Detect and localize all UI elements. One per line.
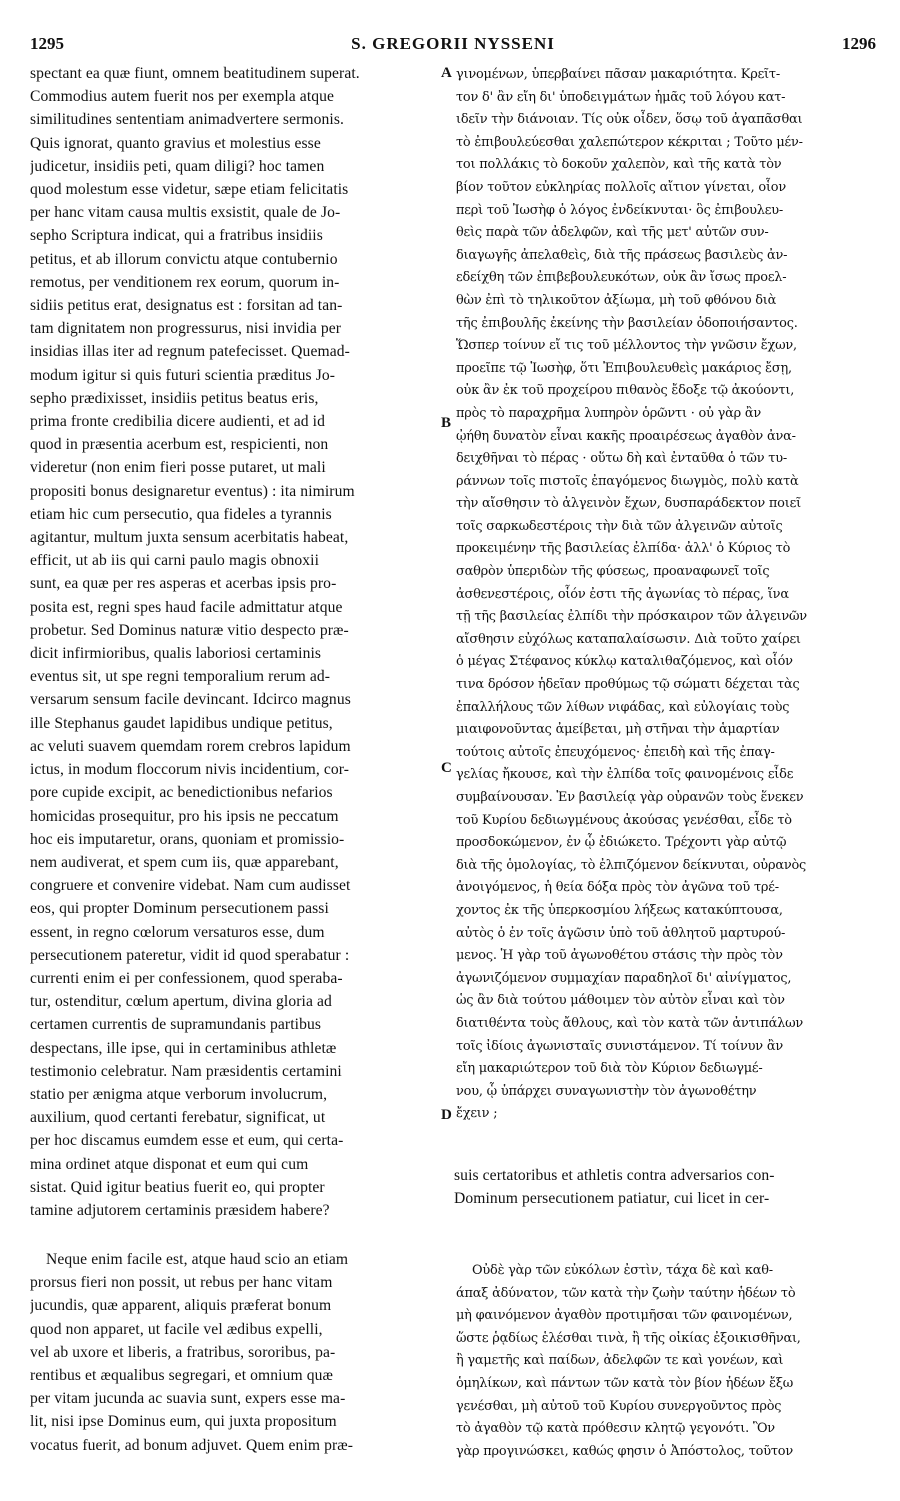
page-number-right: 1296: [842, 34, 876, 53]
text-line: despectans, ille ipse, qui in certaminibus athletæ: [30, 1039, 337, 1057]
text-line: Quis ignorat, quanto gravius et molestius esse: [30, 134, 321, 152]
text-line: Commodius autem fuerit nos per exempla atque: [30, 88, 335, 106]
text-line: σαθρὸν ὑπεριδὼν τῆς φύσεως, προαναφωνεῖ τοῖς: [456, 564, 770, 580]
text-line: modum igitur si quis futuri scientia præditus Jo-: [30, 366, 336, 384]
text-line: Dominum persecutionem patiatur, cui licet in cer-: [454, 1190, 770, 1208]
text-line: efficit, ut ab iis qui carni paulo magis obnoxii: [30, 552, 320, 570]
text-line: insidias illas iter ad regnum patefecisset. Quemad-: [30, 343, 350, 361]
text-line: τινα δρόσον ἡδεῖαν προθύμως τῷ σώματι δέχεται τὰς: [456, 677, 800, 693]
text-line: spectant ea quæ fiunt, omnem beatitudinem superat.: [30, 65, 360, 82]
text-line: ictus, in modum floccorum nivis incidentium, cor-: [30, 761, 350, 779]
text-line: ᾠήθη δυνατὸν εἶναι κακῆς προαιρέσεως ἀγαθὸν ἀνα-: [456, 428, 796, 444]
text-line: χοντος ἐκ τῆς ὑπερκοσμίου λήξεως κατακύπτουσα,: [456, 902, 783, 918]
text-line: petitus, et ab illorum convictu atque contubernio: [30, 250, 338, 268]
running-title: S. GREGORII NYSSENI: [351, 34, 555, 53]
text-line: agitantur, multum juxta sensum acerbitatis habeat,: [30, 529, 349, 547]
text-line: θεὶς παρὰ τῶν ἀδελφῶν, καὶ τῆς μετ' αὐτῶν συν-: [456, 225, 769, 241]
text-line: videretur (non enim fieri posse putaret, ut mali: [30, 459, 326, 477]
text-line: remotus, per venditionem rex eorum, quorum in-: [30, 273, 340, 291]
text-line: congruere et convenire videbat. Nam cum audisset: [30, 877, 351, 895]
text-line: probetur. Sed Dominus naturæ vitio despecto præ-: [30, 621, 349, 639]
text-line: τὴν αἴσθησιν τὸ ἀλγεινὸν ἔχων, δυσπαράδεκτον ποιεῖ: [456, 496, 801, 512]
text-line: ἀγωνιζόμενον συμμαχίαν παραδηλοῖ δι' αἰνίγματος,: [456, 970, 792, 986]
margin-letter-c: C: [441, 760, 452, 776]
text-line: συμβαίνουσαν. Ἐν βασιλείᾳ γὰρ οὐρανῶν τοὺς ἕνεκεν: [456, 790, 804, 805]
text-line: νου, ᾧ ὑπάρχει συναγωνιστὴν τὸν ἀγωνοθέτην: [456, 1083, 757, 1099]
text-line: per hanc vitam causa multis exsistit, quale de Jo-: [30, 204, 341, 222]
text-line: τούτοις αὐτοῖς ἐπευχόμενος· ἐπειδὴ καὶ τῆς ἐπαγ-: [456, 744, 775, 760]
text-line: judicetur, insidiis peti, quam diligi? hoc tamen: [30, 157, 325, 175]
text-line: τοῖς σαρκωδεστέροις τὴν διὰ τῶν ἀλγεινῶν αὐτοῖς: [456, 518, 783, 534]
text-line: posita est, regni spes haud facile admittatur atque: [30, 598, 343, 616]
text-line: quod in præsentia acerbum est, respicienti, non: [30, 436, 329, 454]
text-line: rentibus et æqualibus segregari, et omnium quæ: [30, 1367, 333, 1385]
text-line: Neque enim facile est, atque haud scio an etiam: [46, 1251, 349, 1268]
text-line: prima fronte credibilia dicere audienti, et ad id: [30, 413, 325, 431]
text-line: eventus sit, ut spe regni temporalium rerum ad-: [30, 668, 331, 686]
text-line: prorsus fieri non possit, ut rebus per hanc vitam: [30, 1274, 333, 1292]
latin-continuation-right: [454, 1164, 878, 1218]
text-line: ἐπαλλήλους τῶν λίθων νιφάδας, καὶ εὐλογίαις τοὺς: [456, 699, 790, 715]
text-line: quod molestum esse videtur, sæpe etiam felicitatis: [30, 181, 349, 199]
text-line: homicidas prosequitur, pro his ipsis ne peccatum: [30, 807, 339, 825]
text-line: τῆς ἐπιβουλῆς ἐκείνης τὴν βασιλείαν ὁδοποιήσαντος.: [456, 315, 798, 331]
text-line: mina ordinet atque disponat et eum qui cum: [30, 1155, 309, 1173]
text-line: certamen currentis de supramundanis partibus: [30, 1016, 322, 1034]
text-line: essent, in regno cœlorum versaturos esse, dum: [30, 923, 325, 941]
text-line: per vitam jucunda ac suavia sunt, expers esse ma-: [30, 1390, 346, 1408]
margin-letter-b: B: [441, 415, 452, 431]
margin-letter-d: D: [441, 1107, 452, 1123]
text-line: ἀνοιγόμενος, ἡ θεία δόξα πρὸς τὸν ἀγῶνα τοῦ τρέ-: [456, 880, 779, 896]
text-line: ράννων τοῖς πιστοῖς ἐπαγόμενος διωγμὸς, πολὺ κατὰ: [456, 473, 799, 489]
text-line: διατιθέντα τοὺς ἄθλους, καὶ τὸν κατὰ τῶν ἀντιπάλων: [456, 1015, 804, 1031]
text-line: τοι πολλάκις τὸ δοκοῦν χαλεπὸν, καὶ τῆς κατὰ τὸν: [456, 157, 782, 173]
text-line: γινομένων, ὑπερβαίνει πᾶσαν μακαριότητα. Κρεῖτ-: [456, 67, 781, 82]
text-line: tamine adjutorem certaminis præsidem habere?: [30, 1201, 330, 1219]
text-line: pore cupide excipit, ac benedictionibus nefarios: [30, 784, 333, 802]
text-line: οὐκ ἂν ἐκ τοῦ προχείρου πιθανὸς ἔδοξε τῷ ἀκούοντι,: [456, 383, 795, 399]
text-line: sunt, ea quæ per res asperas et acerbas ipsis pro-: [30, 575, 337, 593]
text-line: θὼν ἐπὶ τὸ τηλικοῦτον ἀξίωμα, μὴ τοῦ φθόνου διὰ: [456, 292, 777, 308]
text-line: ὥστε ῥᾳδίως ἑλέσθαι τινὰ, ἢ τῆς οἰκίας ἐξοικισθῆναι,: [456, 1330, 801, 1346]
text-line: αἴσθησιν εὐχόλως καταπαλαίσωσιν. Διὰ τοῦτο χαίρει: [456, 631, 801, 647]
text-line: eos, qui propter Dominum persecutionem passi: [30, 900, 329, 918]
text-line: nem audiverat, et spem cum iis, quæ apparebant,: [30, 853, 339, 871]
text-line: quod non apparet, ut facile vel ædibus expelli,: [30, 1320, 323, 1338]
text-line: persecutionem pateretur, vidit id quod sperabatur :: [30, 946, 350, 964]
text-line: tam dignitatem non progressurus, nisi invidia per: [30, 320, 342, 338]
text-line: jucundis, quæ apparent, aliquis præferat bonum: [30, 1297, 332, 1315]
text-line: propositi bonus designaretur eventus) : ita nimirum: [30, 482, 355, 500]
text-line: sepho prædixisset, insidiis petitus beatus eris,: [30, 389, 319, 407]
text-line: μιαιφονοῦντας ἀμείβεται, μὴ στῆναι τὴν ἁμαρτίαν: [456, 722, 780, 738]
margin-letter-a: A: [441, 65, 452, 81]
latin-column-top: [30, 62, 448, 1234]
text-line: statio per ænigma atque verborum involucrum,: [30, 1085, 328, 1103]
text-line: hoc eis imputaretur, orans, quoniam et promissio-: [30, 830, 345, 848]
text-line: τοῖς ἰδίοις ἀγωνισταῖς συνιστάμενον. Τί τοίνυν ἂν: [456, 1038, 783, 1054]
text-line: τῇ τῆς βασιλείας ἐλπίδι τὴν πρόσκαιρον τῶν ἀλγεινῶν: [456, 609, 807, 625]
text-line: διὰ τῆς ὁμολογίας, τὸ ἐλπιζόμενον δείκνυται, οὐρανὸς: [456, 857, 807, 873]
text-line: προκειμένην τῆς βασιλείας ἐλπίδα· ἀλλ' ὁ Κύριος τὸ: [456, 541, 791, 557]
text-line: ac veluti suavem quemdam rorem crebros lapidum: [30, 737, 351, 755]
text-line: εδείχθη τῶν ἐπιβεβουλευκότων, οὐκ ἂν ἴσως προελ-: [456, 270, 787, 286]
text-line: τοῦ Κυρίου δεδιωγμένους ἀκούσας γενέσθαι, εἶδε τὸ: [456, 812, 792, 828]
text-line: testimonio celebratur. Nam præsidentis certamini: [30, 1062, 342, 1080]
text-line: versarum sensum facile devincant. Idcirco magnus: [30, 691, 351, 709]
greek-column-top: [456, 64, 876, 1134]
text-line: auxilium, quod certanti ferebatur, significat, ut: [30, 1109, 326, 1127]
text-line: τὸ ἀγαθὸν τῷ κατὰ πρόθεσιν κλητῷ γεγονότι. Ὃν: [456, 1421, 775, 1437]
latin-column-bottom: [30, 1248, 448, 1468]
text-line: ιδεῖν τὴν διάνοιαν. Τίς οὐκ οἶδεν, ὅσῳ τοῦ ἀγαπᾶσθαι: [456, 112, 803, 128]
text-line: ὁ μέγας Στέφανος κύκλῳ καταλιθαζόμενος, καὶ οἷόν: [456, 654, 793, 670]
text-line: διαγωγῆς ἀπελαθεὶς, διὰ τῆς πράσεως βασιλεὺς ἀν-: [456, 247, 788, 263]
text-line: etiam hic cum persecutio, qua fideles a tyrannis: [30, 505, 332, 523]
text-line: ille Stephanus gaudet lapidibus undique petitus,: [30, 714, 333, 732]
text-line: ἢ γαμετῆς καὶ παίδων, ἀδελφῶν τε καὶ γονέων, καὶ: [456, 1353, 784, 1369]
text-line: sidiis petitus erat, designatus est : forsitan ad tan-: [30, 297, 343, 315]
text-line: per hoc discamus eumdem esse et eum, qui certa-: [30, 1132, 344, 1150]
text-line: sistat. Quid igitur beatius fuerit eo, qui propter: [30, 1178, 325, 1196]
text-line: suis certatoribus et athletis contra adversarios con-: [454, 1167, 775, 1184]
text-line: περὶ τοῦ Ἰωσὴφ ὁ λόγος ἐνδείκνυται· ὃς ἐπιβουλευ-: [456, 202, 784, 218]
text-line: αὐτὸς ὁ ἐν τοῖς ἀγῶσιν ὑπὸ τοῦ ἀθλητοῦ μαρτυρού-: [456, 925, 786, 941]
text-line: γενέσθαι, μὴ αὐτοῦ τοῦ Κυρίου συνεργοῦντος πρὸς: [456, 1398, 782, 1414]
text-line: Οὐδὲ γὰρ τῶν εὐκόλων ἐστὶν, τάχα δὲ καὶ καθ-: [472, 1263, 773, 1278]
text-line: Ὥσπερ τοίνυν εἴ τις τοῦ μέλλοντος τὴν γνῶσιν ἔχων,: [456, 338, 797, 354]
text-line: ἔχειν ;: [456, 1106, 498, 1122]
text-line: δειχθῆναι τὸ πέρας · οὕτω δὴ καὶ ἐνταῦθα ὁ τῶν τυ-: [456, 451, 787, 467]
text-line: μὴ φαινόμενον ἀγαθὸν προτιμῆσαι τῶν φαινομένων,: [456, 1308, 793, 1324]
text-line: dicit infirmioribus, qualis laboriosi certaminis: [30, 645, 322, 663]
text-line: vel ab uxore et liberis, a fratribus, sororibus, pa-: [30, 1343, 336, 1361]
text-line: similitudines sententiam animadvertere sermonis.: [30, 111, 345, 129]
page-header: [30, 34, 876, 58]
text-line: μενος. Ἡ γὰρ τοῦ ἀγωνοθέτου στάσις τὴν πρὸς τὸν: [456, 948, 783, 964]
text-line: ὡς ἂν διὰ τούτου μάθοιμεν τὸν αὐτὸν εἶναι καὶ τὸν: [456, 993, 785, 1009]
text-line: lit, nisi ipse Dominus eum, qui juxta propositum: [30, 1413, 337, 1431]
page-number-left: 1295: [30, 34, 64, 53]
text-line: προεῖπε τῷ Ἰωσὴφ, ὅτι Ἐπιβουλευθεὶς μακάριος ἔσῃ,: [456, 360, 792, 376]
text-line: sepho Scriptura indicat, qui a fratribus insidiis: [30, 227, 323, 245]
text-line: εἴη μακαριώτερον τοῦ διὰ τὸν Κύριον δεδιωγμέ-: [456, 1061, 763, 1077]
text-line: άπαξ ἀδύνατον, τῶν κατὰ τὴν ζωὴν ταύτην ἡδέων τὸ: [456, 1285, 796, 1301]
text-line: ὁμηλίκων, καὶ πάντων τῶν κατὰ τὸν βίον ἡδέων ἔξω: [456, 1375, 794, 1391]
text-line: ἀσθενεστέροις, οἷόν ἐστι τῆς ἀγωνίας τὸ πέρας, ἵνα: [456, 586, 789, 602]
text-line: vocatus fuerit, ad bonum adjuvet. Quem enim præ-: [30, 1436, 354, 1454]
text-line: πρὸς τὸ παραχρῆμα λυπηρὸν ὁρῶντι · οὐ γὰρ ἂν: [456, 405, 762, 421]
text-line: τον δ' ἂν εἴη δι' ὑποδειγμάτων ἡμᾶς τοῦ λόγου κατ-: [456, 89, 786, 105]
text-line: βίον τοῦτον εὐκληρίας πολλοῖς αἴτιον γίνεται, οἷον: [456, 179, 786, 195]
text-line: προσδοκώμενον, ἐν ᾧ ἐδιώκετο. Τρέχοντι γὰρ αὐτῷ: [456, 835, 787, 851]
text-line: γὰρ προγινώσκει, καθώς φησιν ὁ Ἀπόστολος, τοῦτον: [456, 1443, 793, 1459]
greek-column-bottom: [456, 1260, 876, 1472]
text-line: currenti enim ei per confessionem, quod speraba-: [30, 969, 343, 987]
text-line: τὸ ἐπιβουλεύεσθαι χαλεπώτερον κέκριται ; Τοῦτο μέν-: [456, 134, 803, 150]
text-line: tur, ostenditur, cœlum apertum, divina gloria ad: [30, 993, 332, 1011]
text-line: γελίας ἤκουσε, καὶ τὴν ἐλπίδα τοῖς φαινομένοις εἶδε: [456, 767, 794, 783]
